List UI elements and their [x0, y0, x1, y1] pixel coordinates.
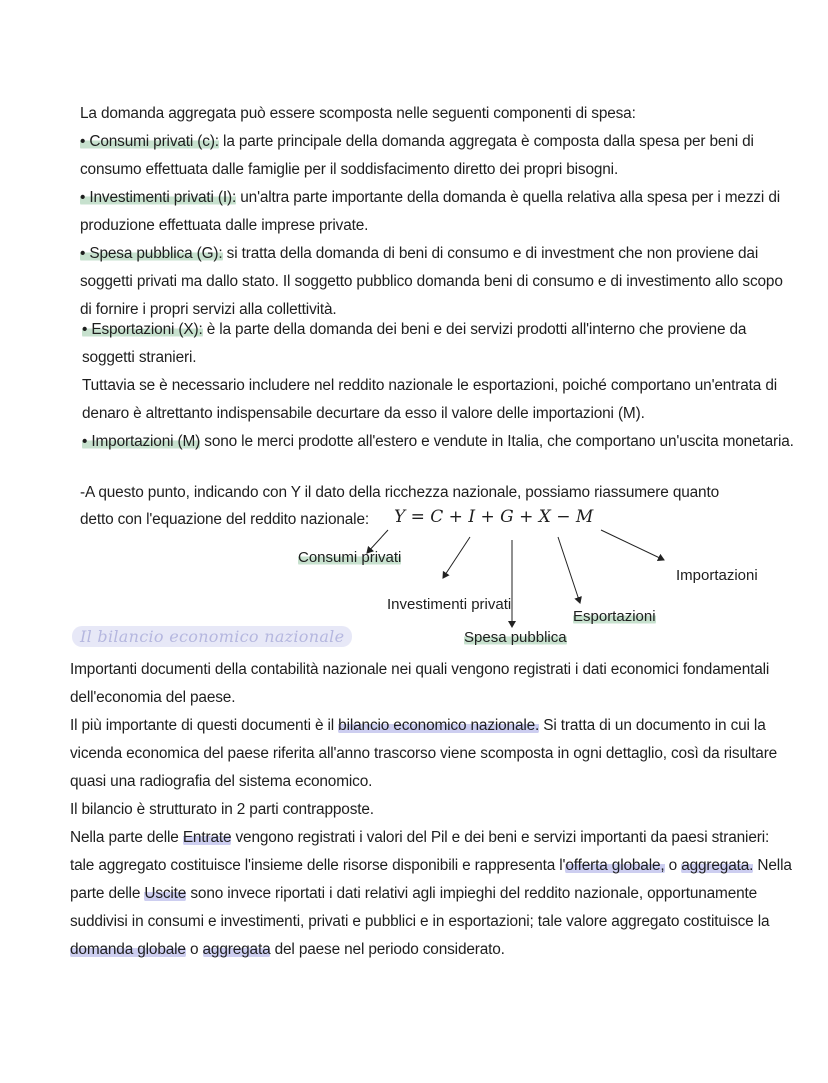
tuttavia-line-1: Tuttavia se è necessario includere nel reddito nazionale le esportazioni, poiché comportano un'entrata di — [82, 377, 778, 394]
esportazioni-line-1: • Esportazioni (X): è la parte della domanda dei beni e dei servizi prodotti all'interno che proviene da — [82, 321, 747, 338]
highlight-entrate: Entrate — [182, 829, 232, 846]
consumi-line-2: consumo effettuata dalle famiglie per il soddisfacimento diretto dei propri bisogni. — [80, 161, 619, 178]
arrow-importazioni — [601, 530, 664, 560]
section-p4-line-3: parte delle Uscite sono invece riportati i dati relativi agli impieghi del reddito nazionale, opportunamente — [70, 885, 758, 902]
equation-text-1: -A questo punto, indicando con Y il dato della ricchezza nazionale, possiamo riassumere quanto — [80, 484, 719, 501]
investimenti-line-1: • Investimenti privati (I): un'altra parte importante della domanda è quella relativa alla spesa per i mezzi di — [80, 189, 781, 206]
section-title: Il bilancio economico nazionale — [72, 626, 352, 647]
spesa-line-2: soggetti privati ma dallo stato. Il soggetto pubblico domanda beni di consumo e di investimento allo scopo — [80, 273, 783, 290]
section-p3: Il bilancio è strutturato in 2 parti contrapposte. — [70, 801, 374, 818]
label-investimenti-privati: Investimenti privati — [387, 596, 512, 613]
arrow-esportazioni — [558, 537, 580, 603]
importazioni-line: • Importazioni (M) sono le merci prodotte all'estero e vendute in Italia, che comportano un'uscita monetaria. — [82, 433, 794, 450]
highlight-aggregata-2: aggregata — [202, 941, 271, 958]
highlight-bilancio: bilancio economico nazionale. — [338, 717, 540, 734]
section-p2-line-2: vicenda economica del paese riferita all'anno trascorso viene scomposta in ogni dettaglio, così da risultare — [70, 745, 778, 762]
national-income-equation: Y = C + I + G + X − M — [394, 507, 594, 527]
label-esportazioni: Esportazioni — [573, 608, 656, 625]
label-consumi-privati: Consumi privati — [298, 549, 402, 566]
investimenti-line-2: produzione effettuata dalle imprese private. — [80, 217, 369, 234]
section-p2-line-1: Il più importante di questi documenti è il bilancio economico nazionale. Si tratta di un documento in cui la — [70, 717, 766, 734]
section-p1-line-1: Importanti documenti della contabilità nazionale nei quali vengono registrati i dati economici fondamentali — [70, 661, 770, 678]
consumi-line-1: • Consumi privati (c): la parte principale della domanda aggregata è composta dalla spesa per beni di — [80, 133, 754, 150]
spesa-line-1: • Spesa pubblica (G): si tratta della domanda di beni di consumo e di investment che non proviene dai — [80, 245, 759, 262]
intro-text: La domanda aggregata può essere scomposta nelle seguenti componenti di spesa: — [80, 105, 636, 122]
section-p4-line-4: suddivisi in consumi e investimenti, privati e pubblici e in esportazioni; tale valore aggregato costituisce la — [70, 913, 770, 930]
highlight-offerta-globale: offerta globale, — [565, 857, 665, 874]
investimenti-label: • Investimenti privati (I): — [80, 189, 237, 206]
section-p4-line-2: tale aggregato costituisce l'insieme delle risorse disponibili e rappresenta l'offerta globale, o aggregata. Nella — [70, 857, 792, 874]
section-p4-line-1: Nella parte delle Entrate vengono registrati i valori del Pil e dei beni e servizi importanti da paesi stranieri: — [70, 829, 770, 846]
equation-text-2: detto con l'equazione del reddito nazionale: — [80, 511, 369, 528]
esportazioni-label: • Esportazioni (X): — [82, 321, 203, 338]
section-p1-line-2: dell'economia del paese. — [70, 689, 236, 706]
spesa-label: • Spesa pubblica (G): — [80, 245, 223, 262]
label-importazioni: Importazioni — [676, 567, 758, 584]
esportazioni-line-2: soggetti stranieri. — [82, 349, 197, 366]
section-p2-line-3: quasi una radiografia del sistema economico. — [70, 773, 373, 790]
highlight-uscite: Uscite — [144, 885, 187, 902]
highlight-aggregata: aggregata. — [681, 857, 754, 874]
highlight-domanda-globale: domanda globale — [70, 941, 186, 958]
importazioni-label: • Importazioni (M) — [82, 433, 201, 450]
spesa-line-3: di fornire i propri servizi alla collettività. — [80, 301, 337, 318]
label-spesa-pubblica: Spesa pubblica — [464, 629, 567, 646]
tuttavia-line-2: denaro è altrettanto indispensabile decurtare da esso il valore delle importazioni (M). — [82, 405, 645, 422]
consumi-label: • Consumi privati (c): — [80, 133, 219, 150]
arrow-investimenti — [443, 537, 470, 578]
section-p4-line-5: domanda globale o aggregata del paese nel periodo considerato. — [70, 941, 505, 958]
